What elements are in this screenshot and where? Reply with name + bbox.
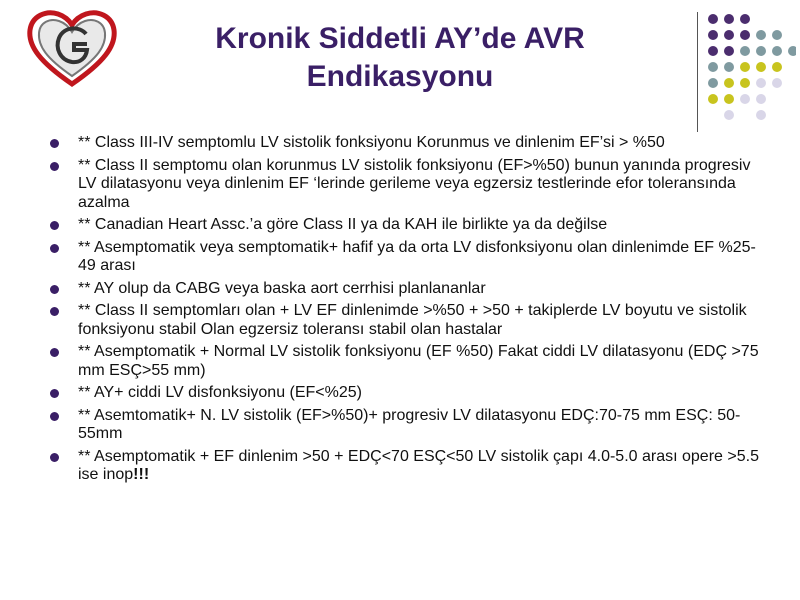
bullet-icon: [50, 412, 59, 421]
list-item: [48, 302, 764, 339]
list-item-text: ** Asemptomatik veya semptomatik+ hafif ya da orta LV disfonksiyonu olan dinlenimde EF %25-49 arası: [78, 238, 756, 274]
heart-g-logo-icon: [26, 8, 118, 88]
title-line-1: Kronik Siddetli AY’de AVR: [215, 22, 585, 55]
list-item: [48, 134, 764, 153]
list-item-text: ** Asemtomatik+ N. LV sistolik (EF>%50)+ progresiv LV dilatasyonu EDÇ:70-75 mm ESÇ: 50-55mm: [78, 406, 741, 442]
bullet-icon: [50, 139, 59, 148]
dot-grid-decoration-icon: [706, 12, 796, 132]
bullet-icon: [50, 389, 59, 398]
bullet-icon: [50, 285, 59, 294]
list-item-text: ** Canadian Heart Assc.’a göre Class II ya da KAH ile birlikte ya da değilse: [78, 216, 608, 233]
list-item: [48, 384, 764, 403]
slide-title: [150, 20, 650, 96]
bullet-icon: [50, 348, 59, 357]
list-item-text: ** Class II semptomları olan + LV EF dinlenimde >%50 + >50 + takiplerde LV boyutu ve sistolik fonksiyonu stabil Olan egzersiz toleransı stabil olan hastalar: [78, 302, 747, 338]
list-item: [48, 448, 764, 485]
bullet-list: [48, 134, 764, 489]
bullet-icon: [50, 221, 59, 230]
emphasis-suffix: !!!: [133, 466, 150, 483]
list-item-text: ** AY+ ciddi LV disfonksiyonu (EF<%25): [78, 384, 362, 401]
list-item-text: ** Class III-IV semptomlu LV sistolik fonksiyonu Korunmus ve dinlenim EF’si > %50: [78, 134, 665, 151]
bullet-icon: [50, 162, 59, 171]
list-item: [48, 343, 764, 380]
vertical-divider: [697, 12, 698, 132]
list-item-text: ** AY olup da CABG veya baska aort cerrhisi planlananlar: [78, 279, 486, 297]
title-line-2: Endikasyonu: [306, 60, 494, 93]
list-item: [48, 280, 764, 299]
list-item-text: ** Class II semptomu olan korunmus LV sistolik fonksiyonu (EF>%50) bunun yanında progresiv LV dilatasyonu veya dinlenim EF ‘lerinde gerileme veya egzersiz testlerinde efor toleransında azalma: [78, 156, 751, 211]
list-item-text: ** Asemptomatik + Normal LV sistolik fonksiyonu (EF %50) Fakat ciddi LV dilatasyonu (EDÇ >75 mm ESÇ>55 mm): [78, 343, 759, 379]
list-item-text: ** Asemptomatik + EF dinlenim >50 + EDÇ<70 ESÇ<50 LV sistolik çapı 4.0-5.0 arası opere >5.5 ise inop: [78, 447, 759, 483]
bullet-icon: [50, 453, 59, 462]
list-item: [48, 157, 764, 213]
list-item: [48, 239, 764, 276]
bullet-icon: [50, 244, 59, 253]
bullet-icon: [50, 307, 59, 316]
list-item: [48, 216, 764, 235]
list-item: [48, 407, 764, 444]
